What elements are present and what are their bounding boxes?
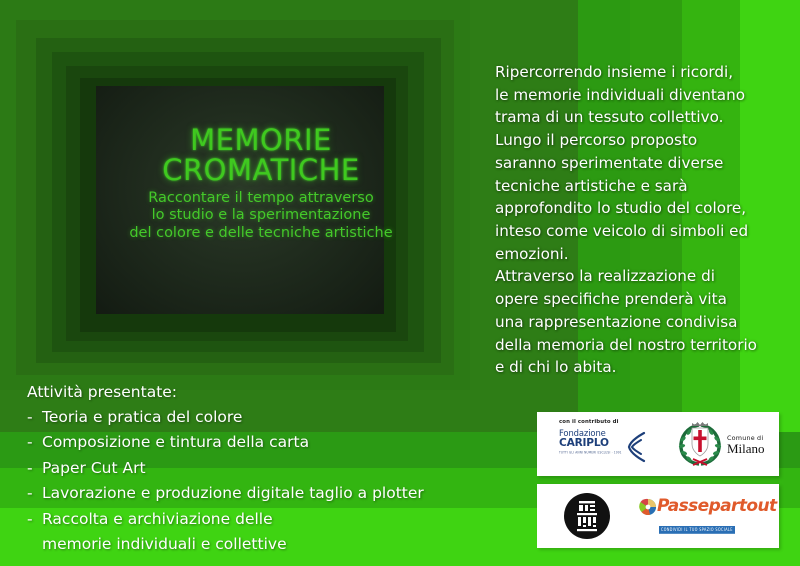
description-line-1: le memorie individuali diventano	[495, 85, 746, 104]
cariplo-contribution-label: con il contributo di	[559, 419, 619, 425]
description-line-4: saranno sperimentate diverse	[495, 153, 724, 172]
activity-item	[27, 435, 424, 451]
activity-label: Paper Cut Art	[42, 458, 146, 477]
cariplo-name-top: Fondazione	[559, 428, 606, 439]
activity-bullet-dash: -	[27, 433, 33, 451]
milano-line-1: Comune di	[727, 433, 764, 442]
description-line-9: Attraverso la realizzazione di	[495, 267, 715, 286]
passepartout-wordmark	[659, 498, 776, 534]
funders-logo-box	[537, 412, 779, 476]
poster-description	[495, 61, 795, 379]
milano-wordmark	[727, 435, 765, 456]
cariplo-arrow-symbol-icon	[625, 431, 647, 467]
activity-label: Raccolta e archiviazione delle	[42, 509, 273, 528]
activities-section	[27, 385, 424, 563]
poster-subtitle-line-1: lo studio e la sperimentazione	[151, 207, 371, 224]
activity-bullet-dash: -	[27, 509, 33, 528]
activity-label-continuation: memorie individuali e collettive	[42, 535, 287, 553]
milano-line-2: Milano	[727, 440, 765, 456]
cariplo-fineprint: TUTTI GLI ANNI NUMERI ESCLUSI · 1991	[559, 449, 622, 455]
poster-subtitle-line-0: Raccontare il tempo attraverso	[148, 189, 374, 206]
activity-item	[27, 486, 424, 502]
cariplo-names	[559, 429, 622, 454]
wemake-circle-icon	[563, 525, 611, 544]
activity-item	[27, 407, 424, 426]
activity-bullet-dash: -	[27, 484, 33, 502]
poster-title-block	[96, 123, 426, 243]
activity-item	[27, 458, 424, 477]
activities-list	[27, 407, 424, 553]
description-line-13: e di chi lo abita.	[495, 358, 617, 377]
description-line-2: trama di un tessuto collettivo.	[495, 108, 724, 127]
passepartout-name: Passepartout	[657, 496, 777, 516]
poster-title	[96, 123, 426, 187]
activity-label: Composizione e tintura della carta	[42, 433, 310, 451]
activities-heading: Attività presentate:	[27, 383, 178, 401]
activity-label: Teoria e pratica del colore	[42, 407, 243, 426]
poster-title-line-1: CROMATICHE	[162, 152, 360, 187]
cariplo-wordmark	[559, 429, 663, 467]
description-line-3: Lungo il percorso proposto	[495, 131, 698, 150]
poster-subtitle	[96, 190, 426, 243]
description-line-11: una rappresentazione condivisa	[495, 312, 738, 331]
poster-title-line-0: MEMORIE	[190, 123, 332, 157]
description-line-7: inteso come veicolo di simboli ed	[495, 222, 749, 241]
description-line-8: emozioni.	[495, 244, 569, 263]
description-line-12: della memoria del nostro territorio	[495, 335, 757, 354]
activity-item-continuation	[27, 537, 424, 553]
passepartout-tagline: CONDIVIDI IL TUO SPAZIO SOCIALE	[661, 527, 733, 533]
passepartout-globe-icon	[637, 498, 659, 526]
description-line-5: tecniche artistiche e sarà	[495, 176, 688, 195]
cariplo-name-bottom: CARIPLO	[559, 437, 609, 450]
description-line-0: Ripercorrendo insieme i ricordi,	[495, 63, 734, 81]
description-line-6: approfondito lo studio del colore,	[495, 199, 747, 218]
activity-bullet-dash: -	[27, 458, 33, 477]
wemake-logo	[563, 492, 611, 544]
fondazione-cariplo-logo	[559, 420, 663, 468]
description-line-10: opere specifiche prenderà vita	[495, 290, 727, 309]
passepartout-logo	[637, 498, 776, 534]
poster-subtitle-line-2: del colore e delle tecniche artistiche	[129, 225, 393, 242]
activity-label: Lavorazione e produzione digitale taglio a plotter	[42, 484, 424, 502]
activity-item	[27, 509, 424, 528]
comune-di-milano-logo	[677, 419, 765, 471]
partners-logo-box	[537, 484, 779, 548]
milano-coat-of-arms-icon	[677, 419, 723, 471]
activity-bullet-dash: -	[27, 407, 33, 426]
